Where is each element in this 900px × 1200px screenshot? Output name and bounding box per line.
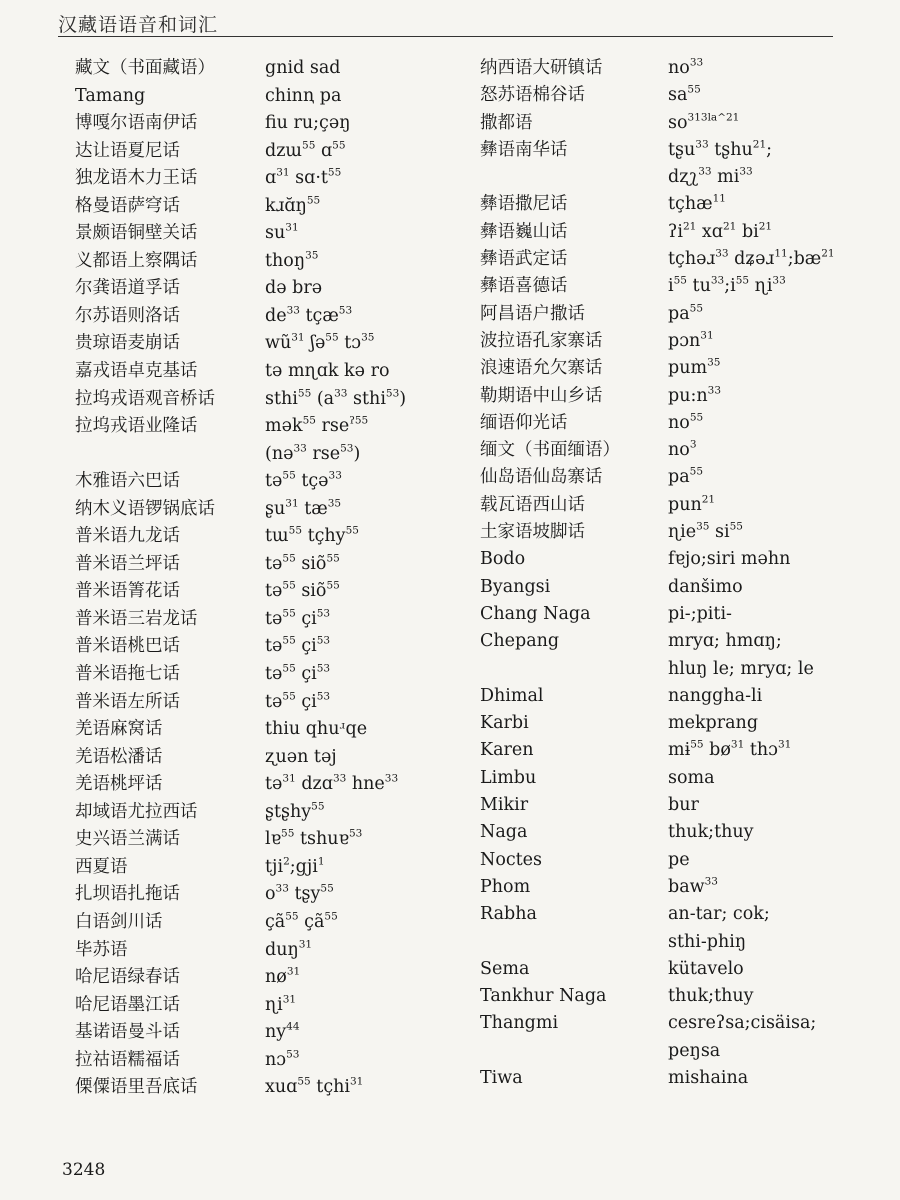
word-form: $wũ^{31}$ ʃə$^{55}$ tɔ$^{35}$ <box>265 332 375 354</box>
entry-row <box>480 519 860 546</box>
language-label: Chepang <box>480 631 560 652</box>
language-label: 纳西语大研镇话 <box>480 58 603 78</box>
word-form: kütavelo <box>668 958 744 979</box>
language-label: 羌语桃坪话 <box>75 774 163 795</box>
word-form: gnid sad <box>265 58 341 78</box>
word-form: $pu:n^{33}$ <box>668 384 722 406</box>
language-label: 彝语巍山话 <box>480 221 568 242</box>
language-label: 拉坞戎语业隆话 <box>75 416 198 437</box>
language-label: Karen <box>480 740 534 761</box>
entry-row <box>480 164 860 191</box>
entry-row <box>75 386 475 414</box>
language-label: 拉祜语糯福话 <box>75 1049 180 1070</box>
entry-row <box>480 737 860 764</box>
word-form: fiu ru;çəŋ <box>265 113 351 134</box>
word-form: ɳie$^{35}$ $si^{55}$ <box>668 520 743 543</box>
language-label: 基诺语曼斗话 <box>75 1022 180 1043</box>
entry-row <box>480 1038 860 1065</box>
language-label: Rabha <box>480 904 537 925</box>
word-form: ɑ$^{31}$ $sɑ\cdot t^{55}$ <box>265 166 342 189</box>
entry-row <box>480 110 860 137</box>
entry-row <box>480 1010 860 1037</box>
language-label: 尔苏语则洛话 <box>75 305 180 326</box>
word-form: hluŋ le; mryɑ; le <box>668 658 814 679</box>
entry-row <box>480 219 860 246</box>
language-label: 白语剑川话 <box>75 911 163 932</box>
entry-row <box>75 1019 475 1047</box>
language-label: Chang Naga <box>480 603 591 624</box>
entry-row <box>480 847 860 874</box>
left-column <box>75 55 475 1102</box>
language-label: 独龙语木力王话 <box>75 168 198 189</box>
word-form: thoŋ$^{35}$ <box>265 249 319 271</box>
word-form: $pa^{55}$ <box>668 302 704 324</box>
right-column <box>480 55 860 1092</box>
language-label: 博嘎尔语南伊话 <box>75 113 198 134</box>
entry-row <box>75 330 475 358</box>
word-form: tə$^{55}$ $çi^{53}$ <box>265 690 331 712</box>
entry-row <box>480 273 860 300</box>
entry-row <box>75 496 475 524</box>
entry-row <box>480 956 860 983</box>
word-form: $sa^{55}$ <box>668 83 701 106</box>
entry-row <box>480 901 860 928</box>
entry-row <box>75 138 475 166</box>
word-form: mekprang <box>668 713 759 734</box>
language-label: Tankhur Naga <box>480 986 607 1007</box>
language-label: 羌语松潘话 <box>75 746 163 767</box>
word-form: dʐʅ$^{33}$ $mi^{33}$ <box>668 165 753 188</box>
language-label: Limbu <box>480 767 537 788</box>
language-label: 贵琼语麦崩话 <box>75 333 180 354</box>
language-label: 彝语南华话 <box>480 139 568 160</box>
word-form: nɔ$^{53}$ <box>265 1048 300 1070</box>
language-label: 毕苏语 <box>75 939 128 960</box>
running-head: 汉藏语语音和词汇 <box>58 14 219 36</box>
entry-row <box>480 437 860 464</box>
language-label: Tiwa <box>480 1067 523 1088</box>
entry-row <box>75 193 475 221</box>
entry-row <box>75 413 475 441</box>
entry-row <box>75 523 475 551</box>
language-label: Mikir <box>480 795 529 816</box>
language-label: 阿昌语户撒话 <box>480 303 585 324</box>
entry-row <box>480 355 860 382</box>
language-label: 普米语拖七话 <box>75 664 180 685</box>
language-label: 木雅语六巴话 <box>75 471 180 492</box>
entry-row <box>75 909 475 937</box>
language-label: 彝语武定话 <box>480 249 568 270</box>
language-label: 土家语坡脚话 <box>480 522 585 543</box>
entry-row <box>480 546 860 573</box>
word-form: $çã^{55}$ $çã^{55}$ <box>265 910 338 932</box>
language-label: 普米语三岩龙话 <box>75 608 198 629</box>
language-label: Noctes <box>480 849 543 870</box>
word-form: pi-;piti- <box>668 603 732 624</box>
entry-row <box>75 248 475 276</box>
word-form: tə$^{55}$ siõ$^{55}$ <box>265 552 340 574</box>
entry-row <box>480 191 860 218</box>
word-form: $de^{33}$ tçæ$^{53}$ <box>265 304 353 326</box>
language-label: 西夏语 <box>75 856 128 877</box>
word-form: tji$^2$;gji$^1$ <box>265 855 325 877</box>
word-form: tə$^{55}$ $çi^{53}$ <box>265 635 331 657</box>
word-form: duŋ$^{31}$ <box>265 938 313 960</box>
word-form: chinꞑ pa <box>265 85 342 106</box>
entry-row <box>480 656 860 683</box>
word-form: pum$^{35}$ <box>668 356 721 379</box>
word-form: $kɹɑ̆ŋ^{55}$ <box>265 194 321 216</box>
entry-row <box>480 246 860 273</box>
entry-row <box>480 628 860 655</box>
language-label: 景颇语铜壁关话 <box>75 223 198 244</box>
entry-row <box>75 1047 475 1075</box>
header-rule <box>58 36 833 37</box>
language-label: Byangsi <box>480 576 551 597</box>
entry-row <box>480 137 860 164</box>
language-label: 怒苏语棉谷话 <box>480 85 585 106</box>
entry-row <box>75 83 475 111</box>
entry-row <box>75 826 475 854</box>
word-form: $o^{33}$ tʂy$^{55}$ <box>265 883 334 905</box>
word-form: tçhəɹ$^{33}$ $dʑəɹ^{11};bæ^{21}$ <box>668 247 835 270</box>
language-label: 傈僳语里吾底话 <box>75 1077 198 1098</box>
word-form: tʂu$^{33}$ tʂhu$^{21}$; <box>668 138 773 160</box>
language-label: Bodo <box>480 549 526 570</box>
language-label: 缅文（书面缅语） <box>480 440 620 461</box>
word-form: xuɑ$^{55}$ tçhi$^{31}$ <box>265 1075 364 1098</box>
language-label: 哈尼语绿春话 <box>75 967 180 988</box>
word-form: $no^{33}$ <box>668 56 704 78</box>
entry-row <box>480 874 860 901</box>
word-form: thiu qhuʴqe <box>265 719 368 740</box>
word-form: tə$^{31}$ dzɑ$^{33}$ hne$^{33}$ <box>265 772 399 795</box>
word-form: $so^{313la\^{}21}$ <box>668 111 740 133</box>
word-form: mɨ$^{55}$ $bø^{31}$ thɔ$^{31}$ <box>668 739 792 761</box>
entry-row <box>480 383 860 410</box>
word-form: cesreʔsa;cisäisa; <box>668 1013 817 1034</box>
entry-row <box>75 468 475 496</box>
entry-row <box>75 937 475 965</box>
entry-row <box>480 464 860 491</box>
word-form: $su^{31}$ <box>265 221 299 244</box>
entry-row <box>75 716 475 744</box>
word-form: sthi$^{55}$ ($a^{33}$ sthi$^{53}$) <box>265 387 407 409</box>
word-form: nanggha-li <box>668 685 763 706</box>
entry-row <box>480 601 860 628</box>
word-form: ʂu$^{31}$ $tæ^{35}$ <box>265 497 342 519</box>
word-form: $pa^{55}$ <box>668 466 704 488</box>
word-form: thuk;thuy <box>668 986 754 1007</box>
language-label: 普米语桃巴话 <box>75 636 180 657</box>
language-label: 普米语箐花话 <box>75 581 180 602</box>
entry-row <box>75 1074 475 1102</box>
entry-row <box>480 683 860 710</box>
entry-row <box>75 303 475 331</box>
word-form: mryɑ; hmɑŋ; <box>668 631 782 652</box>
language-label: Thangmi <box>480 1013 559 1034</box>
entry-row <box>75 661 475 689</box>
entry-row <box>75 275 475 303</box>
word-form: ʂtʂhy$^{55}$ <box>265 800 325 822</box>
word-form: tə$^{55}$ $çi^{53}$ <box>265 607 331 629</box>
word-form: (nə$^{33}$ rse$^{53}$) <box>265 442 361 464</box>
entry-row <box>75 799 475 827</box>
word-form: tçhæ$^{11}$ <box>668 193 726 215</box>
entry-row <box>480 819 860 846</box>
word-form: tɯ$^{55}$ tçhy$^{55}$ <box>265 524 359 547</box>
entry-row <box>75 744 475 772</box>
entry-row <box>480 765 860 792</box>
language-label: 哈尼语墨江话 <box>75 994 180 1015</box>
word-form: fɐjo;siri məhn <box>668 549 791 570</box>
language-label: 彝语撒尼话 <box>480 194 568 215</box>
language-label: 拉坞戎语观音桥话 <box>75 388 215 409</box>
language-label: 勒期语中山乡话 <box>480 385 603 406</box>
entry-row <box>480 492 860 519</box>
word-form: an-tar; cok; <box>668 904 770 925</box>
word-form: baw$^{33}$ <box>668 875 718 897</box>
entry-row <box>480 328 860 355</box>
word-form: bur <box>668 795 699 816</box>
language-label: Phom <box>480 876 531 897</box>
entry-row <box>480 929 860 956</box>
language-label: 史兴语兰满话 <box>75 829 180 850</box>
word-form: pɔn$^{31}$ <box>668 329 714 351</box>
language-label: Naga <box>480 822 528 843</box>
entry-row <box>75 55 475 83</box>
entry-row <box>75 220 475 248</box>
word-form: peŋsa <box>668 1040 721 1061</box>
language-label: 波拉语孔家寨话 <box>480 330 603 351</box>
word-form: tə$^{55}$ tçə$^{33}$ <box>265 469 342 492</box>
word-form: ɳi$^{31}$ <box>265 993 297 1015</box>
word-form: də brə <box>265 278 323 299</box>
entry-row <box>75 578 475 606</box>
language-label: 普米语九龙话 <box>75 526 180 547</box>
language-label: 尔龚语道孚话 <box>75 278 180 299</box>
entry-row <box>480 792 860 819</box>
entry-row <box>75 358 475 386</box>
entry-row <box>75 110 475 138</box>
language-label: Tamang <box>75 85 146 106</box>
entry-row <box>75 854 475 882</box>
entry-row <box>75 881 475 909</box>
language-label: 义都语上察隅话 <box>75 250 198 271</box>
language-label: Sema <box>480 958 530 979</box>
word-form: $i^{55}$ $tu^{33};i^{55}$ ɳi$^{33}$ <box>668 275 786 297</box>
word-form: $no^{55}$ <box>668 411 704 433</box>
word-form: $no^3$ <box>668 438 697 461</box>
word-form: ʐuən təj <box>265 746 337 767</box>
word-form: danšimo <box>668 576 743 597</box>
language-label: 浪速语允欠寨话 <box>480 358 603 379</box>
entry-row <box>480 983 860 1010</box>
language-label: 纳木义语锣锅底话 <box>75 498 215 519</box>
entry-row <box>480 410 860 437</box>
entry-row <box>480 710 860 737</box>
language-label: 却域语尤拉西话 <box>75 801 198 822</box>
word-form: tə$^{55}$ siõ$^{55}$ <box>265 580 340 602</box>
language-label: 普米语兰坪话 <box>75 553 180 574</box>
word-form: ʔi$^{21}$ xɑ$^{21}$ $bi^{21}$ <box>668 220 773 242</box>
word-form: sthi-phiŋ <box>668 931 747 952</box>
language-label: 羌语麻窝话 <box>75 719 163 740</box>
language-label: 缅语仰光话 <box>480 412 568 433</box>
word-form: dzɯ$^{55}$ ɑ$^{55}$ <box>265 139 346 161</box>
page-number: 3248 <box>62 1160 106 1180</box>
word-form: soma <box>668 767 715 788</box>
word-form: tə$^{55}$ $çi^{53}$ <box>265 662 331 685</box>
word-form: pun$^{21}$ <box>668 493 716 515</box>
word-form: pe <box>668 849 690 870</box>
word-form: tə mɳɑk kə ro <box>265 361 390 382</box>
entry-row <box>75 771 475 799</box>
language-label: 格曼语萨穹话 <box>75 195 180 216</box>
word-form: lɐ$^{55}$ tshuɐ$^{53}$ <box>265 827 363 850</box>
word-form: mək$^{55}$ rse$^{ʔ55}$ <box>265 414 369 437</box>
entry-row <box>480 55 860 82</box>
language-label: 嘉戎语卓克基话 <box>75 361 198 382</box>
entry-row <box>75 633 475 661</box>
language-label: 藏文（书面藏语） <box>75 58 215 78</box>
language-label: Dhimal <box>480 685 544 706</box>
language-label: 达让语夏尼话 <box>75 140 180 161</box>
word-form: $ny^{44}$ <box>265 1020 300 1043</box>
entry-row <box>75 606 475 634</box>
entry-row <box>75 551 475 579</box>
entry-row <box>75 165 475 193</box>
language-label: 载瓦语西山话 <box>480 494 585 515</box>
language-label: Karbi <box>480 713 529 734</box>
entry-row <box>75 441 475 469</box>
word-form: mishaina <box>668 1067 749 1088</box>
language-label: 扎坝语扎拖话 <box>75 884 180 905</box>
entry-row <box>75 964 475 992</box>
word-form: thuk;thuy <box>668 822 754 843</box>
entry-row <box>480 301 860 328</box>
entry-row <box>75 992 475 1020</box>
language-label: 撒都语 <box>480 112 533 133</box>
language-label: 仙岛语仙岛寨话 <box>480 467 603 488</box>
entry-row <box>480 1065 860 1092</box>
entry-row <box>75 689 475 717</box>
language-label: 彝语喜德话 <box>480 276 568 297</box>
word-form: $nø^{31}$ <box>265 965 301 988</box>
entry-row <box>480 574 860 601</box>
language-label: 普米语左所话 <box>75 691 180 712</box>
entry-row <box>480 82 860 109</box>
